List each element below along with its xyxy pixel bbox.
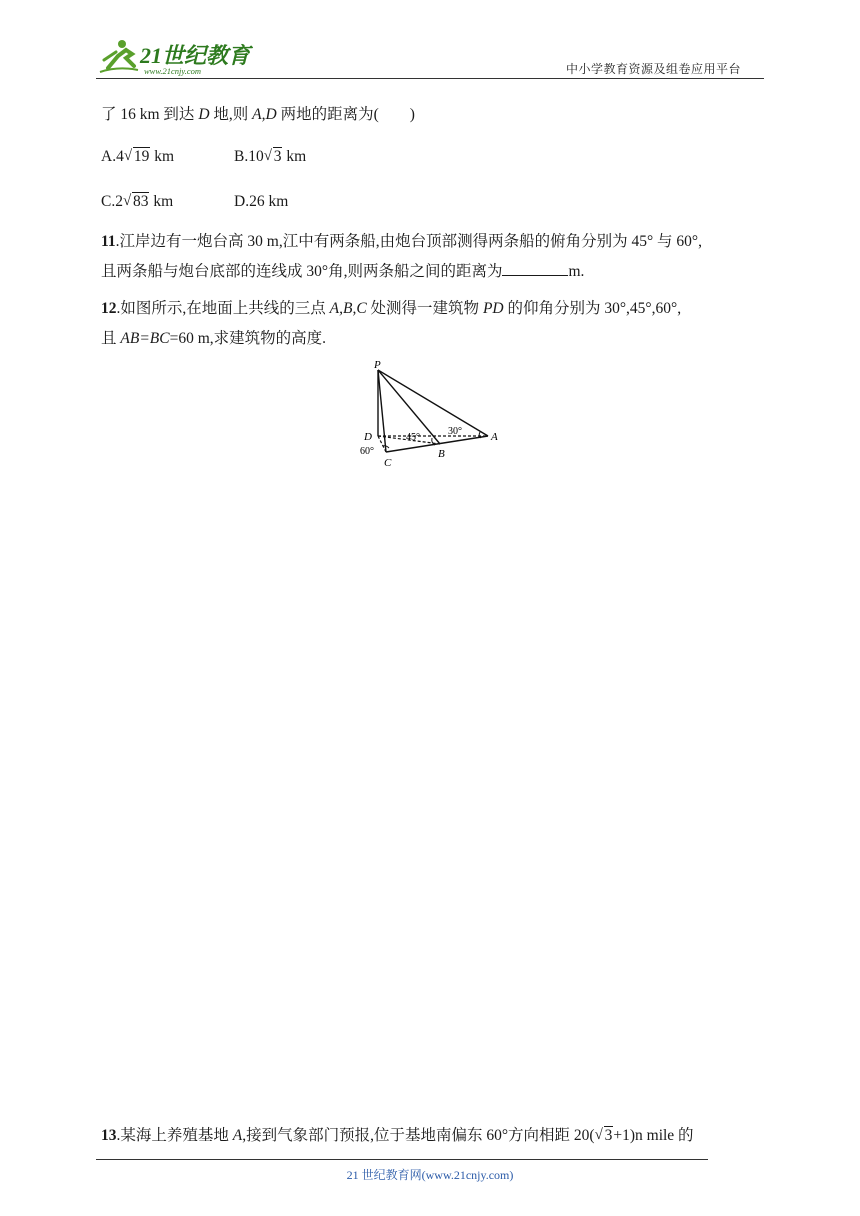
footer-divider: [96, 1159, 708, 1160]
label-b: B: [438, 448, 445, 460]
header-divider: [96, 78, 764, 79]
label-angle-30: 30°: [448, 426, 462, 437]
site-logo: [98, 38, 258, 76]
answer-blank[interactable]: [502, 261, 568, 276]
label-p: P: [374, 359, 381, 371]
q12-line1: 12.如图所示,在地面上共线的三点 A,B,C 处测得一建筑物 PD 的仰角分别为 30°,45°,60°,: [101, 300, 682, 317]
segment-pc: [378, 370, 386, 452]
q10-option-a: A.4√ 19 km: [101, 146, 174, 168]
segment-ca: [386, 436, 488, 452]
label-a: A: [491, 431, 498, 443]
logo-main-text: 21世纪教育: [140, 43, 251, 68]
logo-url-text: www.21cnjy.com: [144, 66, 201, 76]
q10-option-d: D.26 km: [234, 193, 289, 210]
building-figure: [352, 356, 512, 474]
footer-link[interactable]: 21 世纪教育网(www.21cnjy.com): [346, 1168, 514, 1182]
q10-tail: 了 16 km 到达 D 地,则 A,D 两地的距离为( ): [101, 106, 415, 123]
q11-line1: 11.江岸边有一炮台高 30 m,江中有两条船,由炮台顶部测得两条船的俯角分别为 45° 与 60°,: [101, 233, 702, 250]
runner-logo-icon: [98, 38, 258, 76]
q12-line2: 且 AB=BC=60 m,求建筑物的高度.: [101, 330, 327, 347]
segment-pa: [378, 370, 488, 436]
q13-line1: 13.某海上养殖基地 A,接到气象部门预报,位于基地南偏东 60°方向相距 20(√ 3+1)n mile 的: [101, 1125, 694, 1147]
label-angle-60: 60°: [360, 446, 374, 457]
q11-line2: 且两条船与炮台底部的连线成 30°角,则两条船之间的距离为 m.: [101, 263, 585, 280]
platform-name: 中小学教育资源及组卷应用平台: [566, 62, 742, 76]
label-d: D: [364, 431, 372, 443]
q10-option-c: C.2√ 83 km: [101, 191, 173, 213]
label-angle-45: 45°: [406, 432, 420, 443]
label-c: C: [384, 457, 392, 469]
q10-option-b: B.10√ 3 km: [234, 146, 306, 168]
